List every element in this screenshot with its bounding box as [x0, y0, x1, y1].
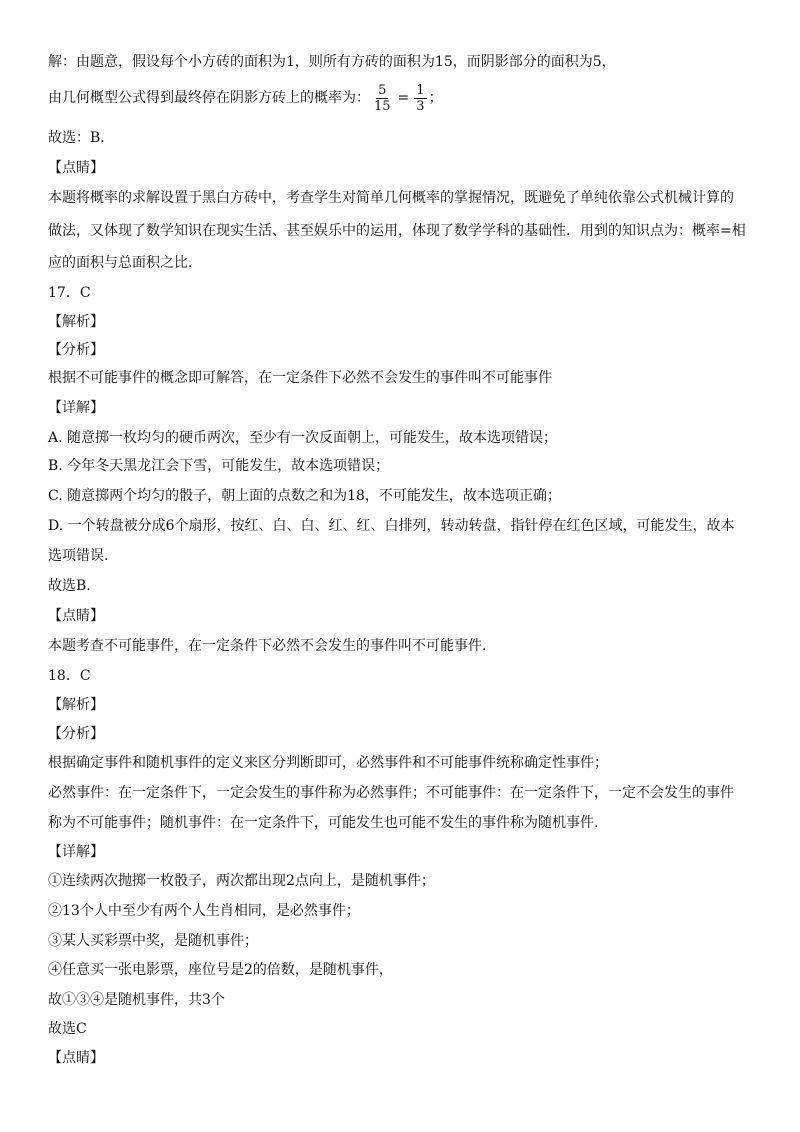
text-line: ①连续两次抛掷一枚骰子，两次都出现2点向上，是随机事件；: [48, 873, 435, 889]
text-line: 称为不可能事件；随机事件：在一定条件下，可能发生也可能不发生的事件称为随机事件.: [48, 815, 599, 831]
equals-sign: =: [397, 90, 410, 106]
section-heading-dianjing: 【点睛】: [48, 1050, 104, 1066]
text-line: 由几何概型公式得到最终停在阴影方砖上的概率为：: [48, 90, 370, 106]
section-heading-fenxi: 【分析】: [48, 342, 104, 358]
semicolon: ；: [428, 90, 443, 106]
section-heading-jiexi: 【解析】: [48, 697, 104, 713]
text-line: 故选：B．: [48, 130, 115, 146]
fraction-numerator: 1: [416, 82, 425, 98]
text-line: 故选B.: [48, 578, 91, 594]
text-line: ②13个人中至少有两个人生肖相同，是必然事件；: [48, 903, 360, 919]
section-heading-xiangjie: 【详解】: [48, 844, 104, 860]
text-line: ③某人买彩票中奖，是随机事件；: [48, 933, 258, 949]
text-line: 根据不可能事件的概念即可解答，在一定条件下必然不会发生的事件叫不可能事件: [48, 370, 552, 386]
section-heading-dianjing: 【点睛】: [48, 160, 104, 176]
text-line: 解：由题意，假设每个小方砖的面积为1，则所有方砖的面积为15，而阴影部分的面积为5，: [48, 54, 616, 70]
question-number: 18．C: [48, 668, 91, 684]
section-heading-xiangjie: 【详解】: [48, 400, 104, 416]
fraction-numerator: 5: [378, 82, 387, 98]
text-line: 本题将概率的求解设置于黑白方砖中，考查学生对简单几何概率的掌握情况，既避免了单纯依靠公式机械计算的: [48, 190, 734, 206]
text-line: 做法，又体现了数学知识在现实生活、甚至娱乐中的运用，体现了数学学科的基础性．用到的知识点为：概率=相: [48, 223, 746, 239]
fraction-denominator: 3: [416, 98, 425, 114]
text-line: 必然事件：在一定条件下，一定会发生的事件称为必然事件；不可能事件：在一定条件下，一定不会发生的事件: [48, 785, 734, 801]
fraction-five-fifteenths: [372, 83, 393, 114]
fraction-denominator: 15: [374, 98, 391, 114]
text-line: 应的面积与总面积之比．: [48, 255, 202, 271]
option-d-line: D. 一个转盘被分成6个扇形，按红、白、白、红、红、白排列，转动转盘，指针停在红色区域，可能发生，故本: [48, 518, 735, 534]
probability-formula-line: [48, 80, 443, 116]
option-b-line: B. 今年冬天黑龙江会下雪，可能发生，故本选项错误；: [48, 458, 390, 474]
question-number: 17．C: [48, 285, 91, 301]
text-line: 根据确定事件和随机事件的定义来区分判断即可，必然事件和不可能事件统称确定性事件；: [48, 755, 608, 771]
option-a-line: A. 随意掷一枚均匀的硬币两次，至少有一次反面朝上，可能发生，故本选项错误；: [48, 430, 558, 446]
option-c-line: C. 随意掷两个均匀的骰子，朝上面的点数之和为18，不可能发生，故本选项正确；: [48, 488, 561, 504]
text-line: 选项错误.: [48, 548, 109, 564]
text-line: 本题考查不可能事件，在一定条件下必然不会发生的事件叫不可能事件.: [48, 638, 487, 654]
section-heading-dianjing: 【点睛】: [48, 608, 104, 624]
text-line: ④任意买一张电影票，座位号是2的倍数，是随机事件，: [48, 962, 393, 978]
fraction-one-third: [414, 83, 426, 114]
text-line: 故①③④是随机事件，共3个: [48, 992, 225, 1008]
section-heading-fenxi: 【分析】: [48, 726, 104, 742]
text-line: 故选C: [48, 1021, 87, 1037]
section-heading-jiexi: 【解析】: [48, 314, 104, 330]
